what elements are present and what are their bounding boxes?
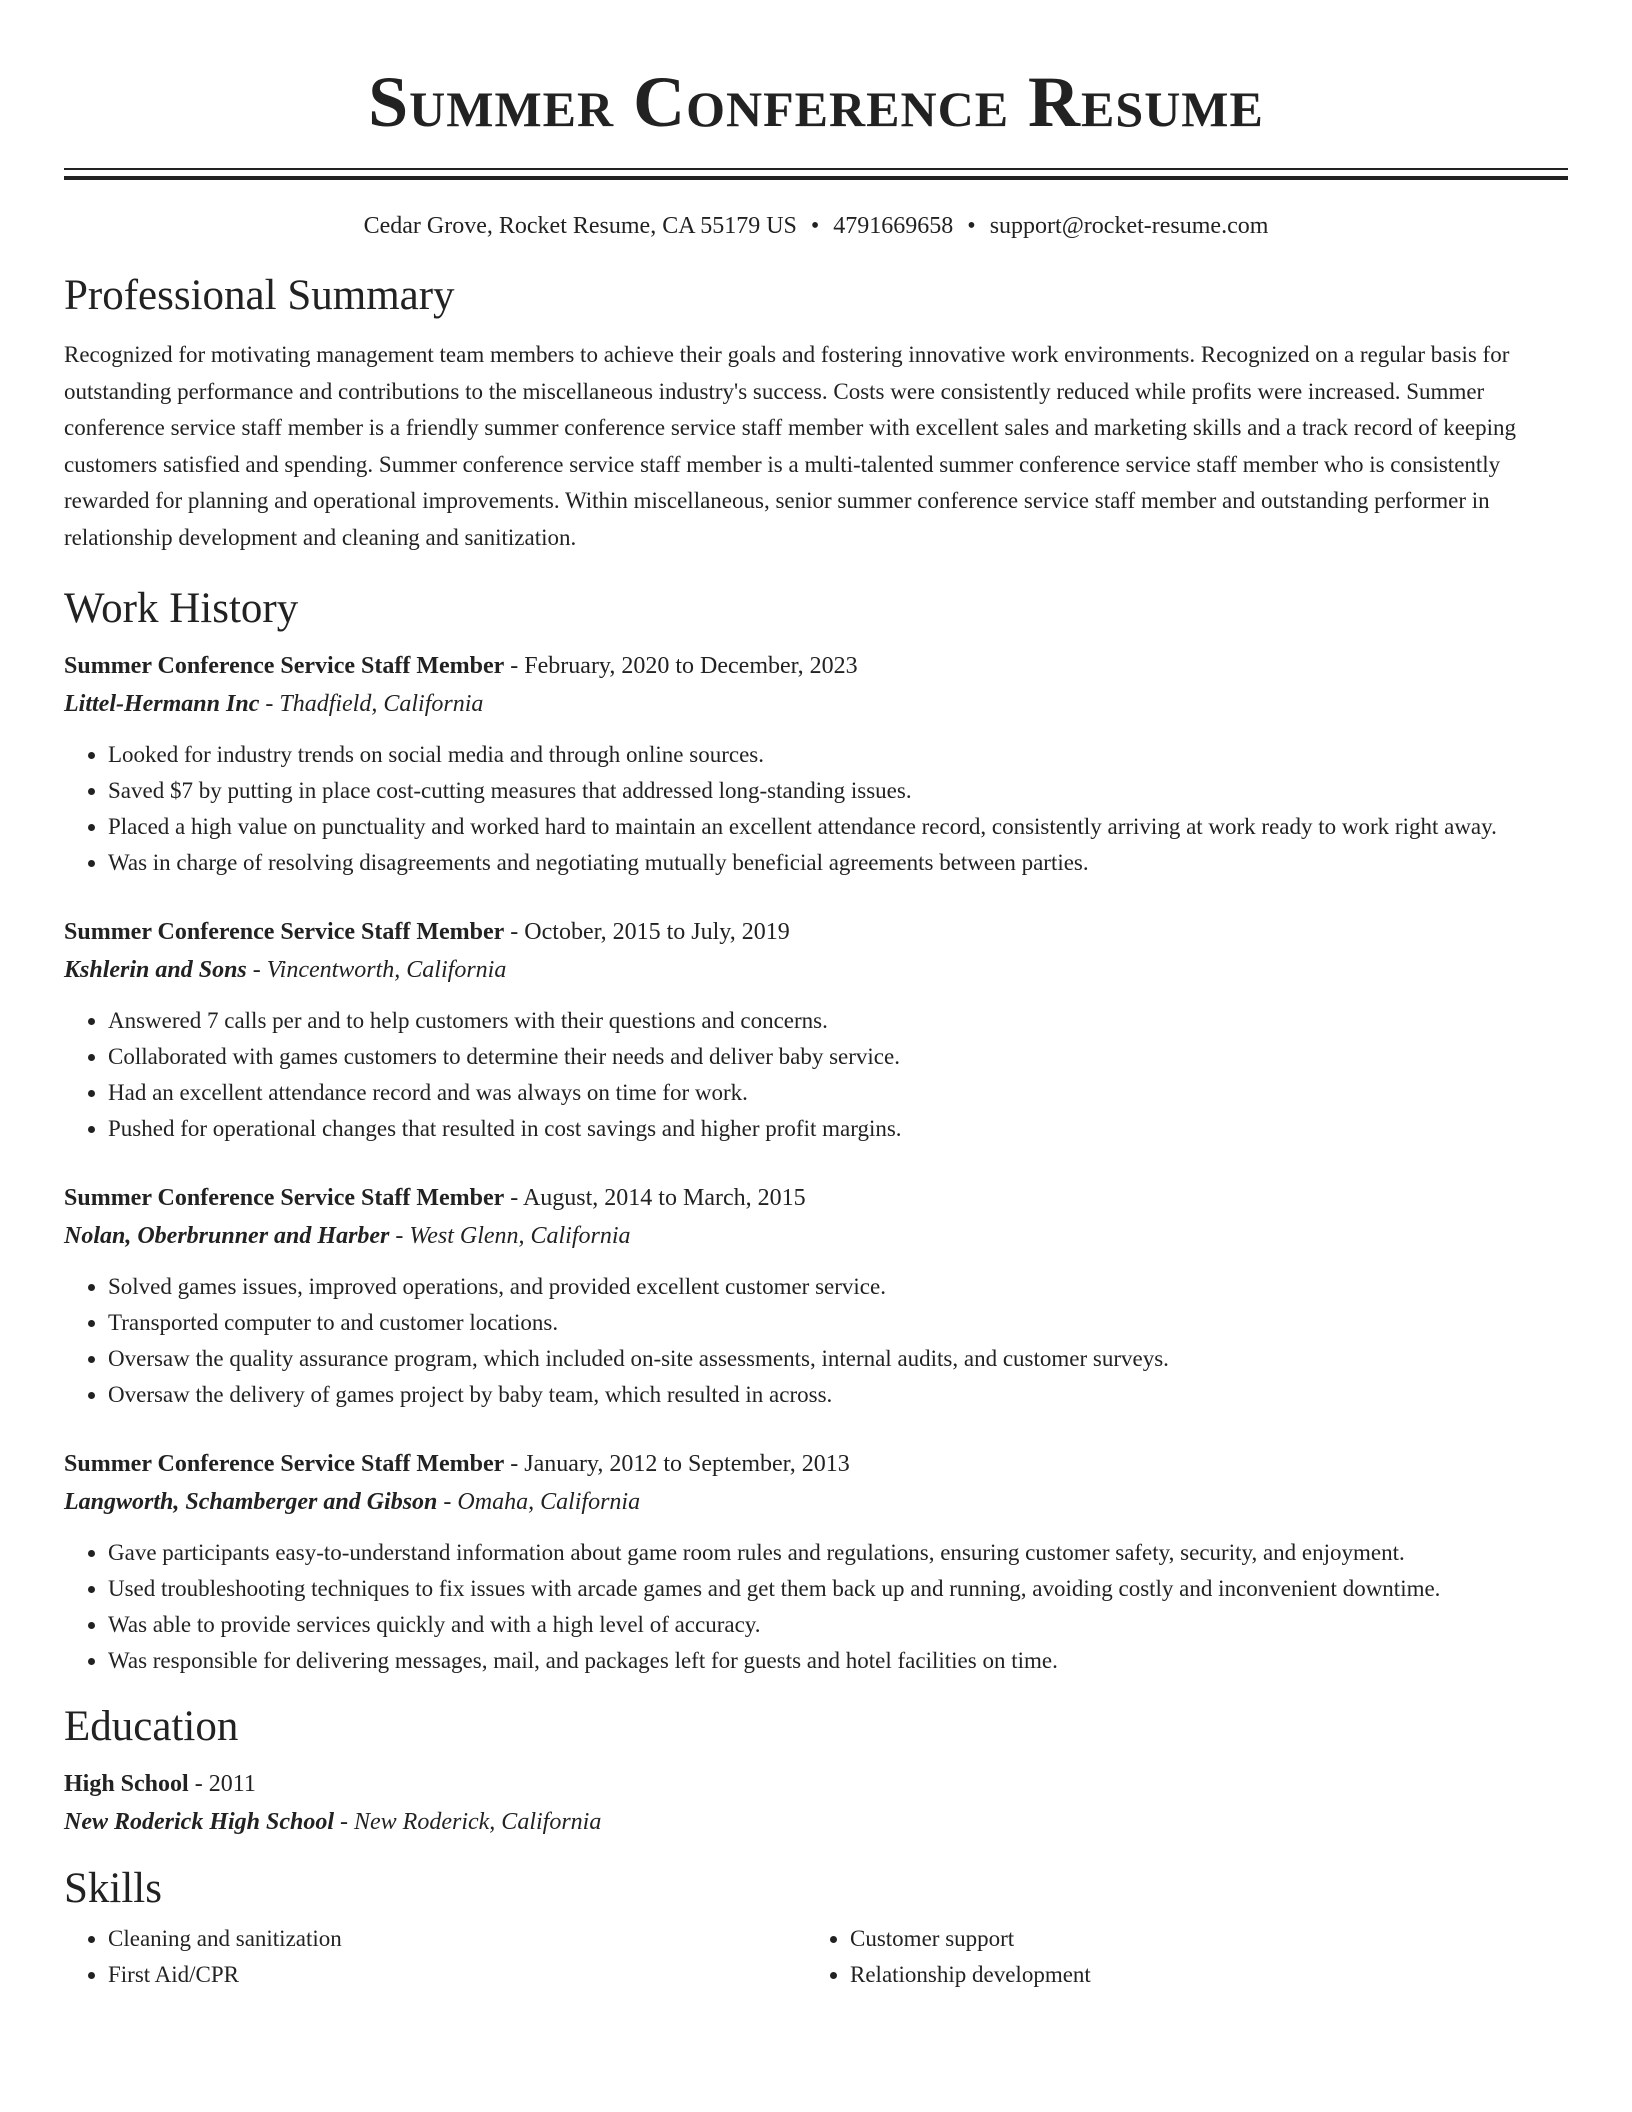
- job-entry: [64, 1445, 1568, 1679]
- job-title-line: [64, 647, 1568, 685]
- company-name: Langworth, Schamberger and Gibson: [64, 1488, 438, 1515]
- school-location: New Roderick, California: [354, 1808, 602, 1835]
- summary-section: [64, 270, 1568, 557]
- dash: -: [504, 918, 525, 945]
- job-dates: February, 2020 to December, 2023: [524, 652, 858, 679]
- job-dates: January, 2012 to September, 2013: [524, 1450, 850, 1477]
- company-location: Thadfield, California: [279, 690, 484, 717]
- school-line: [64, 1803, 1568, 1841]
- contact-address: Cedar Grove, Rocket Resume, CA 55179 US: [363, 213, 797, 239]
- dash: -: [259, 690, 280, 717]
- contact-phone: 4791669658: [833, 213, 954, 239]
- list-item: • Transported computer to and customer locations.: [108, 1305, 1568, 1341]
- skill-item: • Customer support: [850, 1921, 1548, 1957]
- title-divider-thin: [64, 168, 1568, 170]
- dash: -: [389, 1222, 410, 1249]
- company-line: [64, 1483, 1568, 1521]
- dash: -: [504, 652, 525, 679]
- company-line: [64, 951, 1568, 989]
- job-title-line: [64, 913, 1568, 951]
- job-entry: [64, 1179, 1568, 1413]
- list-item: • Pushed for operational changes that resulted in cost savings and higher profit margins.: [108, 1111, 1568, 1147]
- job-bullets: [64, 737, 1568, 881]
- job-bullets: [64, 1535, 1568, 1679]
- title-divider-thick: [64, 176, 1568, 180]
- job-dates: August, 2014 to March, 2015: [522, 1184, 806, 1211]
- dash: -: [188, 1770, 209, 1797]
- job-title-line: [64, 1179, 1568, 1217]
- list-item: • Saved $7 by putting in place cost-cutting measures that addressed long-standing issues.: [108, 773, 1568, 809]
- job-title: Summer Conference Service Staff Member: [64, 652, 505, 679]
- company-line: [64, 1217, 1568, 1255]
- company-name: Kshlerin and Sons: [64, 956, 247, 983]
- job-entry: [64, 913, 1568, 1147]
- company-line: [64, 685, 1568, 723]
- skills-heading: Skills: [64, 1864, 162, 1912]
- dash: -: [437, 1488, 458, 1515]
- list-item: • Looked for industry trends on social media and through online sources.: [108, 737, 1568, 773]
- list-item: • Was responsible for delivering messages, mail, and packages left for guests and hotel facilities on time.: [108, 1643, 1568, 1679]
- list-item: • Oversaw the delivery of games project by baby team, which resulted in across.: [108, 1377, 1568, 1413]
- degree-line: [64, 1765, 1568, 1803]
- company-name: Nolan, Oberbrunner and Harber: [64, 1222, 390, 1249]
- job-title: Summer Conference Service Staff Member: [64, 1450, 505, 1477]
- list-item: • Used troubleshooting techniques to fix issues with arcade games and get them back up and running, avoiding costly and inconvenient downtime.: [108, 1571, 1568, 1607]
- skills-section: [64, 1863, 1568, 1993]
- list-item: • Oversaw the quality assurance program, which included on-site assessments, internal audits, and customer surveys.: [108, 1341, 1568, 1377]
- list-item: • Gave participants easy-to-understand information about game room rules and regulations, ensuring customer safety, security, and enjoyment.: [108, 1535, 1568, 1571]
- company-location: West Glenn, California: [409, 1222, 631, 1249]
- list-item: • Solved games issues, improved operations, and provided excellent customer service.: [108, 1269, 1568, 1305]
- resume-page: [64, 0, 1568, 1993]
- job-title: Summer Conference Service Staff Member: [64, 1184, 505, 1211]
- job-title-line: [64, 1445, 1568, 1483]
- list-item: • Collaborated with games customers to determine their needs and deliver baby service.: [108, 1039, 1568, 1075]
- job-bullets: [64, 1269, 1568, 1413]
- contact-email: support@rocket-resume.com: [989, 213, 1269, 239]
- skills-column-right: [806, 1921, 1548, 1993]
- summary-text: Recognized for motivating management team members to achieve their goals and fostering innovative work environments. Recognized on a regular basis for outstanding performance and contributions to the miscellaneous industry's success. Costs were consistently reduced while profits were increased. Summer conference service staff member is a friendly summer conference service staff member with excellent sales and marketing skills and a track record of keeping customers satisfied and spending. Summer conference service staff member is a multi-talented summer conference service staff member who is consistently rewarded for planning and operational improvements. Within miscellaneous, senior summer conference service staff member and outstanding performer in relationship development and cleaning and sanitization.: [64, 342, 1517, 550]
- skill-item: • Relationship development: [850, 1957, 1548, 1993]
- dash: -: [334, 1808, 355, 1835]
- contact-separator: •: [967, 213, 976, 239]
- contact-line: [64, 210, 1568, 242]
- graduation-year: 2011: [208, 1770, 256, 1797]
- list-item: • Placed a high value on punctuality and worked hard to maintain an excellent attendance record, consistently arriving at work ready to work right away.: [108, 809, 1568, 845]
- school-name: New Roderick High School: [64, 1808, 335, 1835]
- skill-item: • Cleaning and sanitization: [108, 1921, 806, 1957]
- contact-separator: •: [810, 213, 820, 239]
- skill-item: • First Aid/CPR: [108, 1957, 806, 1993]
- list-item: • Was in charge of resolving disagreements and negotiating mutually beneficial agreements between parties.: [108, 845, 1568, 881]
- company-location: Vincentworth, California: [266, 956, 507, 983]
- education-section: [64, 1701, 1568, 1841]
- resume-title: Summer Conference Resume: [368, 62, 1264, 142]
- degree: High School: [64, 1770, 189, 1797]
- dash: -: [504, 1450, 525, 1477]
- list-item: • Answered 7 calls per and to help customers with their questions and concerns.: [108, 1003, 1568, 1039]
- dash: -: [504, 1184, 523, 1211]
- list-item: • Was able to provide services quickly and with a high level of accuracy.: [108, 1607, 1568, 1643]
- job-bullets: [64, 1003, 1568, 1147]
- job-entry: [64, 647, 1568, 881]
- work-history-heading: Work History: [64, 584, 299, 632]
- job-title: Summer Conference Service Staff Member: [64, 918, 505, 945]
- skills-column-left: [64, 1921, 806, 1993]
- summary-heading: Professional Summary: [64, 272, 455, 319]
- company-location: Omaha, California: [457, 1488, 641, 1515]
- dash: -: [246, 956, 267, 983]
- company-name: Littel-Hermann Inc: [64, 690, 260, 717]
- job-dates: October, 2015 to July, 2019: [524, 918, 790, 945]
- education-heading: Education: [64, 1702, 239, 1750]
- skills-grid: [64, 1921, 1568, 1993]
- work-history-section: [64, 583, 1568, 1679]
- list-item: • Had an excellent attendance record and was always on time for work.: [108, 1075, 1568, 1111]
